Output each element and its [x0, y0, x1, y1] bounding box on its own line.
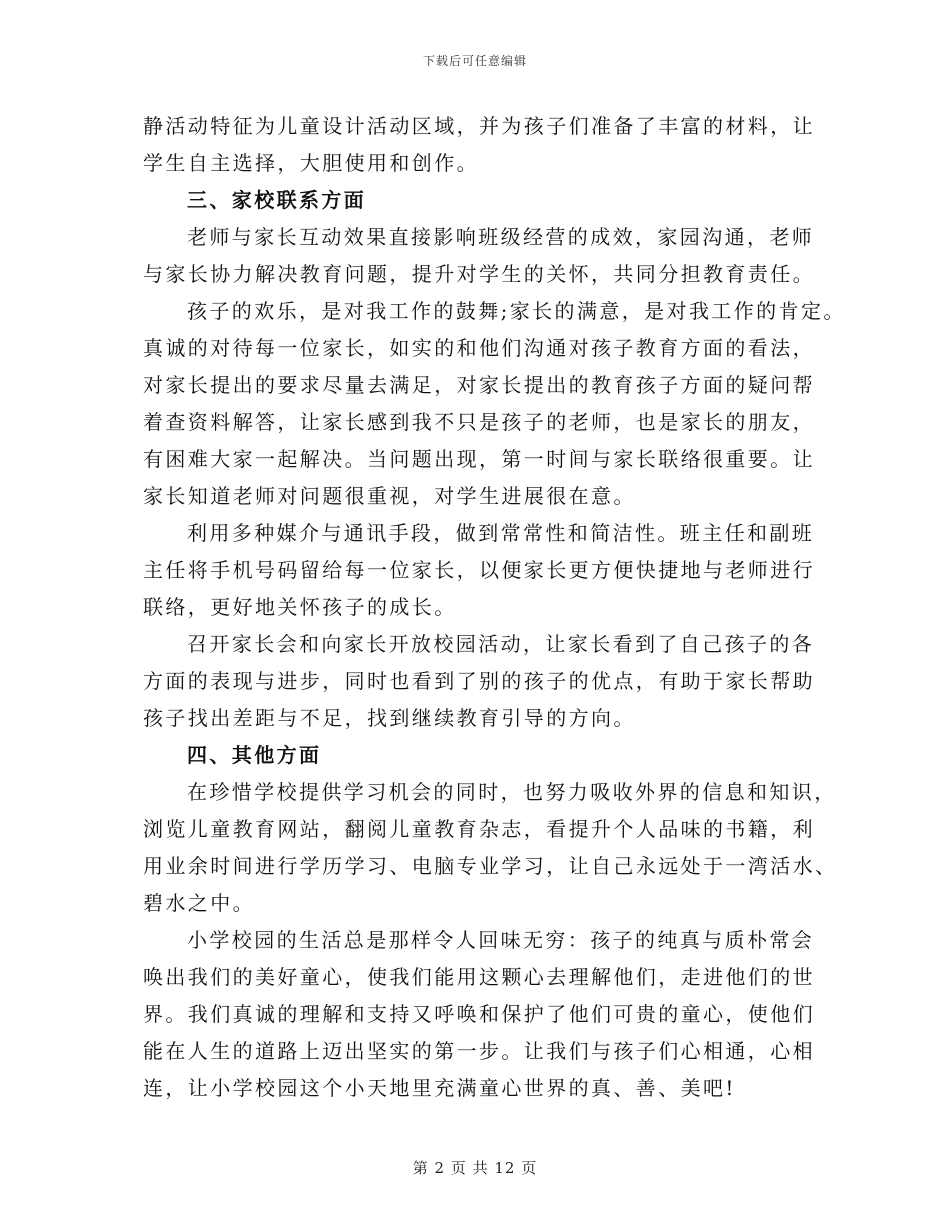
- section-heading-other: 四、其他方面: [187, 743, 322, 767]
- text-line: 着查资料解答，让家长感到我不只是孩子的老师，也是家长的朋友，: [143, 410, 815, 434]
- text-line: 界。我们真诚的理解和支持又呼唤和保护了他们可贵的童心，使他们: [143, 1002, 815, 1026]
- text-line: 有困难大家一起解决。当问题出现，第一时间与家长联络很重要。让: [143, 447, 815, 471]
- page-header: 下载后可任意编辑: [422, 54, 527, 68]
- text-line: 学生自主选择，大胆使用和创作。: [143, 151, 479, 175]
- text-line: 利用多种媒介与通讯手段，做到常常性和简洁性。班主任和副班: [187, 521, 815, 545]
- text-line: 连，让小学校园这个小天地里充满童心世界的真、善、美吧!: [143, 1076, 736, 1100]
- text-line: 对家长提出的要求尽量去满足，对家长提出的教育孩子方面的疑问帮: [143, 373, 815, 397]
- section-heading-home-school: 三、家校联系方面: [187, 188, 367, 212]
- text-line: 联络，更好地关怀孩子的成长。: [143, 595, 457, 619]
- text-line: 唤出我们的美好童心，使我们能用这颗心去理解他们，走进他们的世: [143, 965, 815, 989]
- text-line: 用业余时间进行学历学习、电脑专业学习，让自己永远处于一湾活水、: [143, 854, 838, 878]
- text-line: 小学校园的生活总是那样令人回味无穷：孩子的纯真与质朴常会: [187, 928, 815, 952]
- text-line: 孩子找出差距与不足，找到继续教育引导的方向。: [143, 706, 636, 730]
- paragraph-teacher-parent-interaction: [143, 219, 823, 293]
- text-line: 主任将手机号码留给每一位家长，以便家长更方便快捷地与老师进行: [143, 558, 815, 582]
- text-line: 浏览儿童教育网站，翻阅儿童教育杂志，看提升个人品味的书籍，利: [143, 817, 815, 841]
- paragraph-conclusion: [143, 922, 823, 1107]
- text-line: 老师与家长互动效果直接影响班级经营的成效，家园沟通，老师: [187, 225, 815, 249]
- paragraph-self-learning: [143, 774, 838, 922]
- text-line: 与家长协力解决教育问题，提升对学生的关怀，共同分担教育责任。: [143, 262, 815, 286]
- text-line: 静活动特征为儿童设计活动区域，并为孩子们准备了丰富的材料，让: [143, 114, 815, 138]
- paragraph-intro-continued: [143, 108, 823, 182]
- text-line: 孩子的欢乐，是对我工作的鼓舞;家长的满意，是对我工作的肯定。: [187, 299, 846, 323]
- text-line: 召开家长会和向家长开放校园活动，让家长看到了自己孩子的各: [187, 632, 815, 656]
- paragraph-parent-meetings: [143, 626, 823, 737]
- page-footer: 第 2 页 共 12 页: [412, 1159, 538, 1177]
- text-line: 家长知道老师对问题很重视，对学生进展很在意。: [143, 484, 636, 508]
- document-body: [143, 108, 846, 1107]
- paragraph-parent-satisfaction: [143, 293, 846, 515]
- paragraph-communication-media: [143, 515, 823, 626]
- text-line: 碧水之中。: [143, 891, 255, 915]
- text-line: 在珍惜学校提供学习机会的同时，也努力吸收外界的信息和知识，: [187, 780, 837, 804]
- text-line: 能在人生的道路上迈出坚实的第一步。让我们与孩子们心相通，心相: [143, 1039, 815, 1063]
- text-line: 方面的表现与进步，同时也看到了别的孩子的优点，有助于家长帮助: [143, 669, 815, 693]
- text-line: 真诚的对待每一位家长，如实的和他们沟通对孩子教育方面的看法，: [143, 336, 815, 360]
